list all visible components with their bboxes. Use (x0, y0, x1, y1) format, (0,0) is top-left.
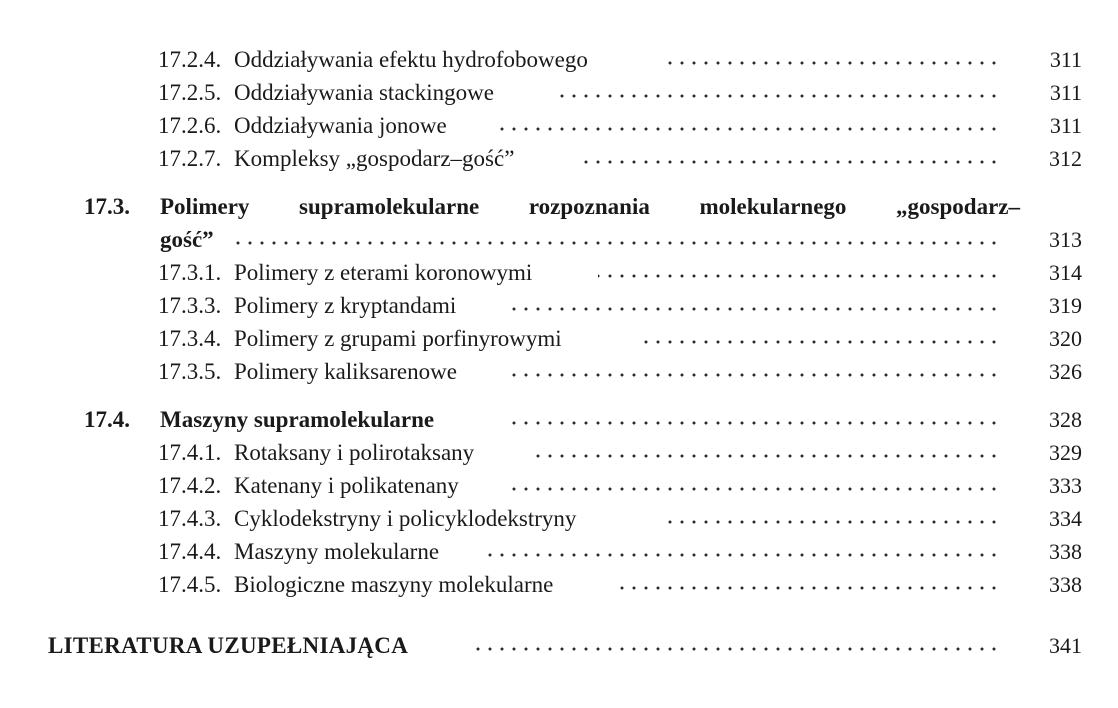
dot-leader (554, 90, 1000, 102)
toc-entry-number: 17.4.1. (158, 440, 222, 465)
dot-leader (528, 450, 1000, 462)
toc-entry-number: 17.2.4. (158, 47, 222, 72)
toc-entry[interactable] (0, 77, 1118, 111)
toc-entry-page: 341 (1049, 633, 1082, 658)
dot-leader (486, 549, 1000, 561)
dot-leader (504, 417, 1000, 429)
toc-entry-text (158, 47, 588, 73)
dot-leader (664, 57, 1000, 69)
toc-entry-title: Rotaksany i polirotaksany (234, 440, 475, 465)
toc-entry-text (158, 572, 553, 598)
toc-entry-page: 326 (1049, 359, 1082, 384)
toc-entry[interactable] (0, 536, 1118, 570)
toc-entry-title: Polimery kaliksarenowe (234, 359, 457, 384)
toc-entry[interactable] (0, 356, 1118, 390)
toc-entry-page: 313 (1049, 227, 1082, 252)
dot-leader (598, 270, 1000, 282)
toc-entry[interactable] (0, 143, 1118, 177)
toc-entry[interactable] (0, 503, 1118, 537)
toc-entry-number: 17.4.3. (158, 506, 222, 531)
toc-entry-text (158, 260, 532, 286)
toc-entry-page: 334 (1049, 506, 1082, 531)
dot-leader (506, 303, 1000, 315)
toc-entry-text (158, 506, 576, 532)
toc-entry[interactable] (0, 224, 1118, 258)
dot-leader (620, 582, 1000, 594)
toc-entry-page: 338 (1049, 572, 1082, 597)
toc-section-number: 17.4. (84, 407, 130, 432)
toc-entry-page: 320 (1049, 326, 1082, 351)
toc-entry-page: 311 (1049, 47, 1082, 72)
toc-entry-title: Oddziaływania stackingowe (234, 80, 494, 105)
toc-entry-page: 311 (1049, 80, 1082, 105)
toc-entry-number: 17.4.2. (158, 473, 222, 498)
toc-section-title (84, 194, 1020, 220)
toc-entry-title: Polimery z eterami koronowymi (234, 260, 533, 285)
toc-entry-title: Kompleksy „gospodarz–gość” (234, 146, 515, 171)
toc-entry-text (158, 473, 459, 499)
dot-leader (476, 643, 1000, 655)
dot-leader (494, 123, 1000, 135)
toc-section-heading[interactable] (0, 404, 1118, 438)
dot-leader (230, 237, 1000, 249)
toc-entry-page: 338 (1049, 539, 1082, 564)
toc-section-title (84, 407, 434, 433)
toc-entry-text (158, 359, 457, 385)
toc-entry-page: 333 (1049, 473, 1082, 498)
toc-entry-literature[interactable] (0, 630, 1118, 664)
toc-entry-title: Polimery z kryptandami (234, 293, 457, 318)
toc-entry[interactable] (0, 569, 1118, 603)
toc-entry[interactable] (0, 470, 1118, 504)
toc-entry-page: 314 (1049, 260, 1082, 285)
toc-entry[interactable] (0, 257, 1118, 291)
toc-section-title-line1: Polimery supramolekularne rozpoznania molekularnego „gospodarz– (160, 194, 1020, 219)
toc-entry-text (158, 113, 447, 139)
toc-entry-title: Katenany i polikatenany (234, 473, 459, 498)
toc-entry-number: 17.3.3. (158, 293, 222, 318)
toc-entry[interactable] (0, 323, 1118, 357)
dot-leader (582, 156, 1000, 168)
toc-entry-text (158, 440, 474, 466)
toc-entry-number: 17.4.4. (158, 539, 222, 564)
dot-leader (666, 516, 1000, 528)
toc-entry[interactable] (0, 110, 1118, 144)
toc-entry-page: 329 (1049, 440, 1082, 465)
toc-entry-title: Oddziaływania efektu hydrofobowego (234, 47, 588, 72)
toc-entry-page: 319 (1049, 293, 1082, 318)
dot-leader (506, 483, 1000, 495)
toc-entry[interactable] (0, 290, 1118, 324)
toc-section-heading[interactable] (0, 191, 1118, 225)
toc-entry-title: Maszyny molekularne (234, 539, 440, 564)
toc-entry-number: 17.4.5. (158, 572, 222, 597)
toc-entry-number: 17.3.4. (158, 326, 222, 351)
toc-entry-title: Biologiczne maszyny molekularne (234, 572, 554, 597)
dot-leader (504, 369, 1000, 381)
toc-entry-text (158, 539, 439, 565)
toc-entry-text (158, 146, 514, 172)
toc-section-number: 17.3. (84, 194, 130, 219)
toc-entry-number: 17.2.7. (158, 146, 222, 171)
toc-entry[interactable] (0, 437, 1118, 471)
toc-entry-title: Oddziaływania jonowe (234, 113, 447, 138)
toc-entry-number: 17.2.5. (158, 80, 222, 105)
toc-entry-page: 328 (1049, 407, 1082, 432)
toc-entry-text (158, 80, 494, 106)
toc-entry-text (158, 293, 456, 319)
dot-leader (636, 336, 1000, 348)
toc-entry[interactable] (0, 44, 1118, 78)
toc-entry-title: Cyklodekstryny i policyklodekstryny (234, 506, 577, 531)
toc-entry-page: 312 (1049, 146, 1082, 171)
toc-entry-text (158, 326, 562, 352)
toc-entry-title: Polimery z grupami porfinyrowymi (234, 326, 562, 351)
toc-entry-page: 311 (1049, 113, 1082, 138)
toc-entry-number: 17.3.5. (158, 359, 222, 384)
toc-entry-number: 17.2.6. (158, 113, 222, 138)
toc-literature-title: LITERATURA UZUPEŁNIAJĄCA (48, 633, 409, 658)
toc-entry-number: 17.3.1. (158, 260, 222, 285)
toc-section-title-text: Maszyny supramolekularne (160, 407, 435, 432)
toc-section-title-line2: gość” (160, 227, 214, 252)
